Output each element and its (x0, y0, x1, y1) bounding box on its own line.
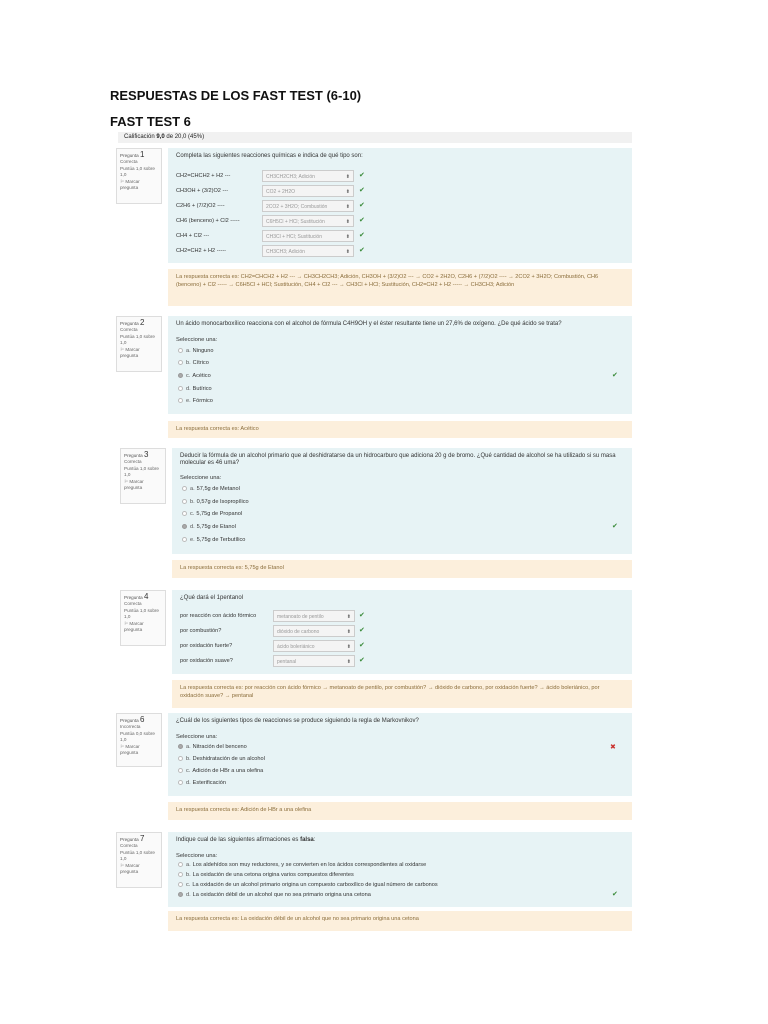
radio-icon (178, 882, 183, 887)
question-number: 7 (139, 834, 145, 843)
radio-selected-icon (182, 524, 187, 529)
question-status: Correcta (120, 159, 138, 165)
option-a[interactable]: a. Ninguno (178, 347, 214, 355)
radio-selected-icon (178, 892, 183, 897)
match-row (176, 215, 626, 228)
option-c[interactable]: c. La oxidación de un alcohol primario origina un compuesto carboxílico de igual número de carbonos (178, 881, 438, 889)
match-select[interactable]: CH3CH2CH3; Adición ⬍ (262, 170, 354, 182)
match-label: por oxidación fuerte? (180, 643, 233, 649)
select-caret-icon: ⬍ (345, 174, 350, 180)
radio-icon (182, 499, 187, 504)
cross-icon: ✖ (610, 744, 616, 751)
flag-icon: ⚐ (124, 478, 129, 484)
match-select[interactable]: CH3Cl + HCl; Sustitución ⬍ (262, 230, 354, 242)
option-b[interactable]: b. Deshidratación de un alcohol (178, 755, 265, 763)
question-info (116, 148, 162, 204)
question-label: Pregunta (120, 153, 139, 158)
match-label: por combustión? (180, 628, 222, 634)
select-one-label: Seleccione una: (180, 475, 222, 481)
option-c[interactable]: c. Acético (178, 372, 211, 380)
match-row (176, 170, 626, 183)
correct-answer-feedback: La respuesta correcta es: CH2=CHCH2 + H2 --- → CH3CH2CH3; Adición, CH3OH + (3/2)O2 --- → CO2 + 2H2O, C2H6 + (7/2)O2 ---- → 2CO2 + 3H2O; Combustión, CH6 (benceno) + Cl2 ----- → C6H5Cl + HCl; Sustitución, CH4 + Cl2 --- → CH3Cl + HCl; Sustitución, CH2=CH2 + H2 ----- → CH3CH3; Adición (168, 269, 632, 306)
match-select[interactable]: ácido boleriánico ⬍ (273, 640, 355, 652)
check-icon: ✔ (359, 187, 365, 194)
question-number: 3 (143, 450, 149, 459)
question-score: Puntúa 1,0 sobre 1,0 (120, 849, 155, 862)
select-caret-icon: ⬍ (345, 189, 350, 195)
match-row (180, 655, 630, 668)
question-number: 4 (143, 592, 149, 601)
radio-icon (178, 872, 183, 877)
question-score: Puntúa 1,0 sobre 1,0 (120, 333, 155, 346)
match-select[interactable]: dióxido de carbono ⬍ (273, 625, 355, 637)
question-status: Correcta (120, 327, 138, 333)
radio-icon (178, 348, 183, 353)
flag-question-link[interactable]: ⚐ Marcar pregunta (124, 478, 144, 491)
option-e[interactable]: e. 5,75g de Terbutílico (182, 536, 245, 544)
flag-question-link[interactable]: ⚐ Marcar pregunta (120, 346, 140, 359)
radio-icon (178, 768, 183, 773)
option-d[interactable]: d. Esterificación (178, 779, 226, 787)
match-row (180, 640, 630, 653)
check-icon: ✔ (359, 642, 365, 649)
match-label: CH3OH + (3/2)O2 --- (176, 188, 229, 194)
question-content (168, 316, 632, 414)
question-info: Pregunta 3 Correcta Puntúa 1,0 sobre 1,0 ⚐ Marcar pregunta (120, 448, 166, 504)
match-row (176, 245, 626, 258)
match-select[interactable]: pentanal ⬍ (273, 655, 355, 667)
question-prompt: Indique cual de las siguientes afirmaciones es falsa: (176, 837, 316, 843)
option-a[interactable]: a. Nitración del benceno (178, 743, 247, 751)
question-info: Pregunta 2 Correcta Puntúa 1,0 sobre 1,0 ⚐ Marcar pregunta (116, 316, 162, 372)
check-icon: ✔ (359, 612, 365, 619)
option-b[interactable]: b. 0,57g de Isopropílico (182, 498, 249, 506)
radio-icon (182, 511, 187, 516)
option-d[interactable]: d. 5,75g de Etanol (182, 523, 236, 531)
question-info: Pregunta 7 Correcta Puntúa 1,0 sobre 1,0 ⚐ Marcar pregunta (116, 832, 162, 888)
match-label: por oxidación suave? (180, 658, 233, 664)
question-status: Correcta (120, 843, 138, 849)
check-icon: ✔ (359, 657, 365, 664)
option-e[interactable]: e. Fórmico (178, 397, 213, 405)
option-a[interactable]: a. 57,5g de Metanol (182, 485, 240, 493)
option-b[interactable]: b. La oxidación de una cetona origina varios compuestos diferentes (178, 871, 354, 879)
radio-selected-icon (178, 744, 183, 749)
question-prompt: ¿Cuál de los siguientes tipos de reacciones se produce siguiendo la regla de Markovnikov? (176, 718, 419, 724)
question-content (172, 448, 632, 554)
match-select[interactable]: metanoato de pentilo ⬍ (273, 610, 355, 622)
match-row (180, 625, 630, 638)
select-caret-icon: ⬍ (346, 629, 351, 635)
question-content (168, 713, 632, 796)
question-score: Puntúa 1,0 sobre 1,0 (124, 607, 159, 620)
check-icon: ✔ (359, 232, 365, 239)
option-b[interactable]: b. Cítrico (178, 359, 209, 367)
flag-icon: ⚐ (124, 620, 129, 626)
match-select[interactable]: C6H5Cl + HCl; Sustitución ⬍ (262, 215, 354, 227)
question-prompt: ¿Qué dará el 1pentanol (180, 595, 244, 601)
grade-label: Calificación (124, 134, 155, 140)
check-icon: ✔ (612, 891, 618, 898)
radio-icon (178, 780, 183, 785)
check-icon: ✔ (612, 523, 618, 530)
match-label: CH2=CH2 + H2 ----- (176, 248, 227, 254)
select-caret-icon: ⬍ (345, 204, 350, 210)
select-caret-icon: ⬍ (346, 644, 351, 650)
question-status: Correcta (124, 459, 142, 465)
match-label: CH2=CHCH2 + H2 --- (176, 173, 231, 179)
select-one-label: Seleccione una: (176, 337, 218, 343)
check-icon: ✔ (612, 372, 618, 379)
document-title: RESPUESTAS DE LOS FAST TEST (6-10) (110, 88, 362, 103)
match-select[interactable]: CO2 + 2H2O ⬍ (262, 185, 354, 197)
check-icon: ✔ (359, 627, 365, 634)
radio-icon (178, 756, 183, 761)
radio-icon (182, 537, 187, 542)
grade-rest: de 20,0 (45%) (166, 134, 205, 140)
question-prompt: Deducir la fórmula de un alcohol primario que al deshidratarse da un hidrocarburo que adiciona 20 g de bromo. ¿Qué cantidad de alcohol se ha utilizado si su masa molecular es 46 uma? (180, 453, 616, 467)
question-number: 6 (139, 715, 145, 724)
option-d[interactable]: d. Butírico (178, 385, 212, 393)
question-prompt: Un ácido monocarboxílico reacciona con el alcohol de fórmula C4H9OH y el éster resultante tiene un 27,6% de oxígeno. ¿De qué ácido se trata? (176, 321, 562, 327)
match-label: C2H6 + (7/2)O2 ---- (176, 203, 225, 209)
flag-icon: ⚐ (120, 862, 125, 868)
flag-icon: ⚐ (120, 743, 125, 749)
question-number: 2 (139, 318, 145, 327)
match-select[interactable]: CH3CH3; Adición ⬍ (262, 245, 354, 257)
correct-answer-feedback: La respuesta correcta es: La oxidación débil de un alcohol que no sea primario origina una cetona (168, 911, 632, 931)
correct-answer-feedback: La respuesta correcta es: Adición de HBr a una olefina (168, 802, 632, 820)
match-row (176, 230, 626, 243)
grade-bar (118, 132, 632, 143)
match-label: por reacción con ácido fórmico (180, 613, 257, 619)
select-caret-icon: ⬍ (345, 234, 350, 240)
question-status: Correcta (124, 601, 142, 607)
radio-selected-icon (178, 373, 183, 378)
question-content (168, 148, 632, 263)
radio-icon (178, 862, 183, 867)
question-score: Puntúa 1,0 sobre 1,0 (124, 465, 159, 478)
check-icon: ✔ (359, 247, 365, 254)
question-content (168, 832, 632, 907)
radio-icon (178, 386, 183, 391)
match-row (180, 610, 630, 623)
check-icon: ✔ (359, 202, 365, 209)
grade-value: 9,0 (156, 134, 165, 140)
flag-question-link[interactable]: ⚐ Marcar pregunta (120, 178, 140, 191)
match-label: CH6 (benceno) + Cl2 ----- (176, 218, 240, 224)
option-c[interactable]: c. Adición de HBr a una olefina (178, 767, 263, 775)
select-caret-icon: ⬍ (345, 249, 350, 255)
select-caret-icon: ⬍ (345, 219, 350, 225)
question-score: Puntúa 0,0 sobre 1,0 (120, 730, 155, 743)
correct-answer-feedback: La respuesta correcta es: 5,75g de Etanol (172, 560, 632, 578)
question-number: 1 (139, 150, 145, 159)
correct-answer-feedback: La respuesta correcta es: Acético (168, 421, 632, 438)
radio-icon (178, 398, 183, 403)
quiz-screenshot (110, 132, 632, 932)
flag-question-link[interactable]: ⚐ Marcar pregunta (120, 743, 140, 756)
document-subtitle: FAST TEST 6 (110, 114, 191, 129)
option-a[interactable]: a. Los aldehídos son muy reductores, y se convierten en los ácidos correspondientes al oxidarse (178, 861, 426, 869)
match-label: CH4 + Cl2 --- (176, 233, 210, 239)
option-c[interactable]: c. 5,75g de Propanol (182, 510, 242, 518)
radio-icon (182, 486, 187, 491)
question-info: Pregunta 6 Incorrecta Puntúa 0,0 sobre 1,0 ⚐ Marcar pregunta (116, 713, 162, 767)
check-icon: ✔ (359, 172, 365, 179)
match-row (176, 200, 626, 213)
option-d[interactable]: d. La oxidación débil de un alcohol que no sea primario origina una cetona (178, 891, 371, 899)
flag-icon: ⚐ (120, 346, 125, 352)
select-one-label: Seleccione una: (176, 734, 218, 740)
correct-answer-feedback: La respuesta correcta es: por reacción con ácido fórmico → metanoato de pentilo, por combustión? → dióxido de carbono, por oxidación fuerte? → ácido boleriánico, por oxidación suave? → pentanal (172, 680, 632, 708)
check-icon: ✔ (359, 217, 365, 224)
question-content (172, 590, 632, 674)
match-select[interactable]: 2CO2 + 3H2O; Combustión ⬍ (262, 200, 354, 212)
radio-icon (178, 360, 183, 365)
flag-question-link[interactable]: ⚐ Marcar pregunta (124, 620, 144, 633)
flag-icon: ⚐ (120, 178, 125, 184)
select-one-label: Seleccione una: (176, 853, 218, 859)
match-row (176, 185, 626, 198)
flag-question-link[interactable]: ⚐ Marcar pregunta (120, 862, 140, 875)
question-status: Incorrecta (120, 724, 141, 730)
select-caret-icon: ⬍ (346, 659, 351, 665)
question-score: Puntúa 1,0 sobre 1,0 (120, 165, 155, 178)
select-caret-icon: ⬍ (346, 614, 351, 620)
question-info: Pregunta 4 Correcta Puntúa 1,0 sobre 1,0 ⚐ Marcar pregunta (120, 590, 166, 646)
question-prompt: Completa las siguientes reacciones químicas e indica de qué tipo son: (176, 153, 363, 159)
